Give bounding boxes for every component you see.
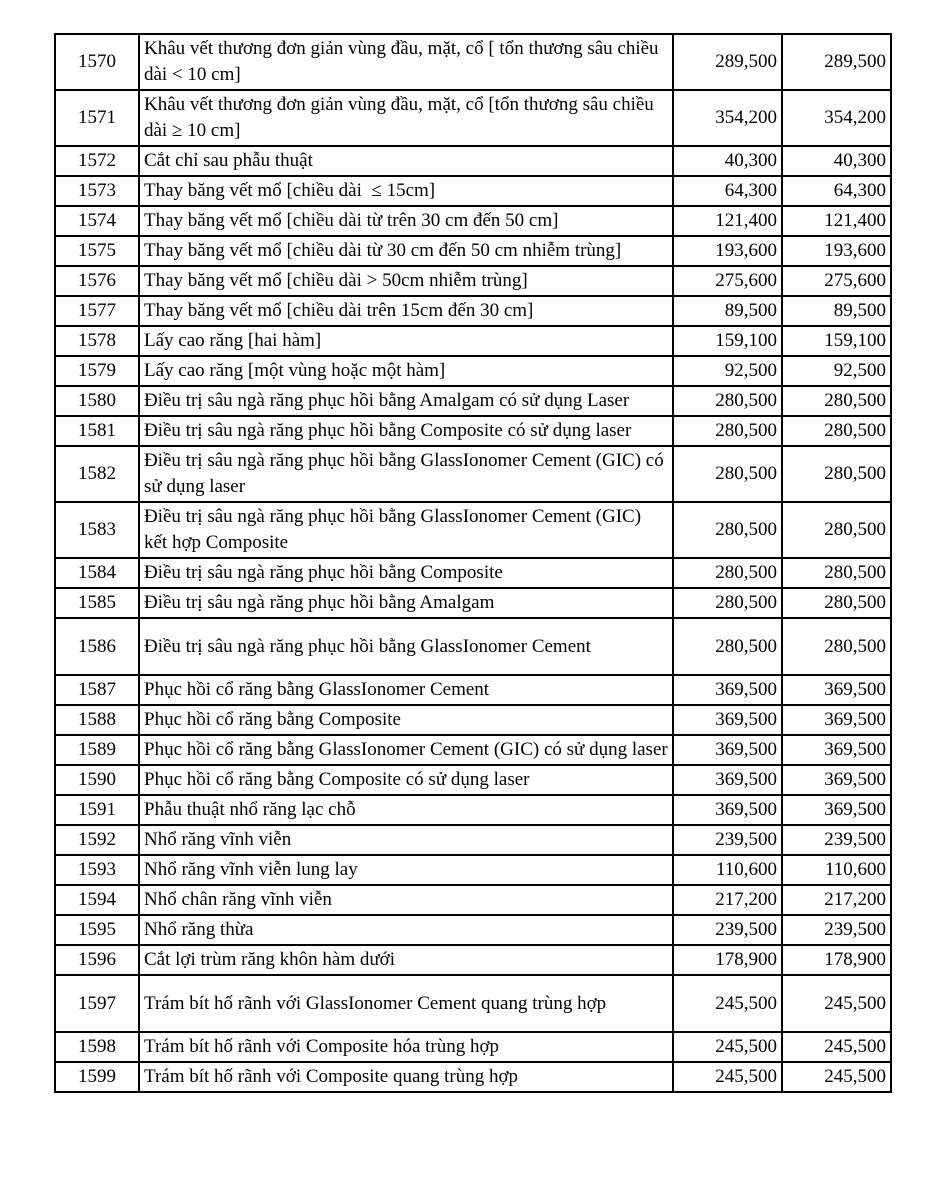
row-price-1: 280,500 (673, 558, 782, 588)
row-price-1: 369,500 (673, 765, 782, 795)
row-id: 1577 (55, 296, 139, 326)
row-price-2: 239,500 (782, 825, 891, 855)
table-row (55, 945, 891, 975)
row-price-1: 369,500 (673, 675, 782, 705)
table-row (55, 326, 891, 356)
row-price-1: 193,600 (673, 236, 782, 266)
row-price-2: 280,500 (782, 502, 891, 558)
row-description: Thay băng vết mổ [chiều dài > 50cm nhiễm trùng] (139, 266, 673, 296)
row-price-2: 217,200 (782, 885, 891, 915)
table-row (55, 675, 891, 705)
row-price-2: 289,500 (782, 34, 891, 90)
row-description: Trám bít hố rãnh với Composite hóa trùng hợp (139, 1032, 673, 1062)
row-price-2: 245,500 (782, 1032, 891, 1062)
table-row (55, 146, 891, 176)
row-price-1: 354,200 (673, 90, 782, 146)
table-row (55, 416, 891, 446)
row-description: Cắt chỉ sau phẫu thuật (139, 146, 673, 176)
row-id: 1596 (55, 945, 139, 975)
row-price-2: 280,500 (782, 416, 891, 446)
row-description: Điều trị sâu ngà răng phục hồi bằng Composite có sử dụng laser (139, 416, 673, 446)
table-row (55, 446, 891, 502)
row-id: 1585 (55, 588, 139, 618)
row-price-1: 369,500 (673, 735, 782, 765)
row-description: Khâu vết thương đơn giản vùng đầu, mặt, cổ [ tổn thương sâu chiều dài < 10 cm] (139, 34, 673, 90)
row-price-1: 89,500 (673, 296, 782, 326)
row-id: 1583 (55, 502, 139, 558)
row-price-2: 193,600 (782, 236, 891, 266)
row-price-2: 121,400 (782, 206, 891, 236)
row-price-1: 280,500 (673, 416, 782, 446)
row-price-1: 289,500 (673, 34, 782, 90)
row-id: 1575 (55, 236, 139, 266)
row-price-1: 110,600 (673, 855, 782, 885)
row-price-2: 159,100 (782, 326, 891, 356)
row-price-1: 64,300 (673, 176, 782, 206)
table-row (55, 855, 891, 885)
row-price-1: 239,500 (673, 915, 782, 945)
row-price-1: 280,500 (673, 386, 782, 416)
row-description: Điều trị sâu ngà răng phục hồi bằng GlassIonomer Cement (GIC) kết hợp Composite (139, 502, 673, 558)
row-price-2: 239,500 (782, 915, 891, 945)
row-price-2: 64,300 (782, 176, 891, 206)
table-row (55, 735, 891, 765)
table-row (55, 90, 891, 146)
table-row (55, 1062, 891, 1092)
table-row (55, 915, 891, 945)
row-id: 1588 (55, 705, 139, 735)
row-price-2: 354,200 (782, 90, 891, 146)
row-price-2: 40,300 (782, 146, 891, 176)
row-id: 1590 (55, 765, 139, 795)
table-row (55, 296, 891, 326)
row-description: Khâu vết thương đơn giản vùng đầu, mặt, cổ [tổn thương sâu chiều dài ≥ 10 cm] (139, 90, 673, 146)
row-description: Điều trị sâu ngà răng phục hồi bằng GlassIonomer Cement (GIC) có sử dụng laser (139, 446, 673, 502)
row-price-1: 245,500 (673, 975, 782, 1032)
row-price-2: 275,600 (782, 266, 891, 296)
row-price-1: 245,500 (673, 1062, 782, 1092)
table-row (55, 34, 891, 90)
row-price-2: 369,500 (782, 675, 891, 705)
row-id: 1574 (55, 206, 139, 236)
row-id: 1591 (55, 795, 139, 825)
row-price-1: 245,500 (673, 1032, 782, 1062)
table-row (55, 975, 891, 1032)
table-row (55, 705, 891, 735)
price-table-body (55, 34, 891, 1092)
row-price-1: 280,500 (673, 502, 782, 558)
row-price-1: 159,100 (673, 326, 782, 356)
row-price-1: 239,500 (673, 825, 782, 855)
row-price-1: 40,300 (673, 146, 782, 176)
row-description: Lấy cao răng [một vùng hoặc một hàm] (139, 356, 673, 386)
row-description: Phục hồi cổ răng bằng Composite có sử dụng laser (139, 765, 673, 795)
table-row (55, 588, 891, 618)
row-description: Nhổ răng thừa (139, 915, 673, 945)
row-description: Trám bít hố rãnh với Composite quang trùng hợp (139, 1062, 673, 1092)
row-description: Phục hồi cổ răng bằng GlassIonomer Cement (139, 675, 673, 705)
row-price-1: 121,400 (673, 206, 782, 236)
table-row (55, 176, 891, 206)
table-row (55, 825, 891, 855)
table-row (55, 236, 891, 266)
row-price-2: 280,500 (782, 588, 891, 618)
row-id: 1594 (55, 885, 139, 915)
row-price-1: 280,500 (673, 588, 782, 618)
row-description: Nhổ răng vĩnh viễn (139, 825, 673, 855)
row-price-2: 245,500 (782, 1062, 891, 1092)
row-id: 1592 (55, 825, 139, 855)
row-id: 1598 (55, 1032, 139, 1062)
row-price-2: 280,500 (782, 386, 891, 416)
table-row (55, 765, 891, 795)
row-price-2: 280,500 (782, 558, 891, 588)
row-price-2: 369,500 (782, 735, 891, 765)
row-id: 1572 (55, 146, 139, 176)
row-price-1: 217,200 (673, 885, 782, 915)
row-description: Điều trị sâu ngà răng phục hồi bằng Amalgam (139, 588, 673, 618)
row-price-2: 89,500 (782, 296, 891, 326)
row-description: Lấy cao răng [hai hàm] (139, 326, 673, 356)
row-id: 1573 (55, 176, 139, 206)
row-id: 1599 (55, 1062, 139, 1092)
row-id: 1589 (55, 735, 139, 765)
table-row (55, 618, 891, 675)
row-id: 1578 (55, 326, 139, 356)
row-id: 1581 (55, 416, 139, 446)
row-price-1: 178,900 (673, 945, 782, 975)
row-id: 1593 (55, 855, 139, 885)
row-price-1: 92,500 (673, 356, 782, 386)
table-row (55, 356, 891, 386)
row-description: Thay băng vết mổ [chiều dài từ 30 cm đến 50 cm nhiễm trùng] (139, 236, 673, 266)
row-description: Thay băng vết mổ [chiều dài từ trên 30 cm đến 50 cm] (139, 206, 673, 236)
row-price-2: 369,500 (782, 765, 891, 795)
row-price-2: 178,900 (782, 945, 891, 975)
row-description: Thay băng vết mổ [chiều dài trên 15cm đến 30 cm] (139, 296, 673, 326)
row-price-1: 275,600 (673, 266, 782, 296)
row-id: 1579 (55, 356, 139, 386)
row-price-1: 369,500 (673, 795, 782, 825)
table-row (55, 386, 891, 416)
row-description: Điều trị sâu ngà răng phục hồi bằng GlassIonomer Cement (139, 618, 673, 675)
row-price-2: 280,500 (782, 618, 891, 675)
table-row (55, 885, 891, 915)
row-description: Phục hồi cổ răng bằng GlassIonomer Cement (GIC) có sử dụng laser (139, 735, 673, 765)
table-row (55, 1032, 891, 1062)
row-price-2: 92,500 (782, 356, 891, 386)
table-row (55, 502, 891, 558)
row-description: Điều trị sâu ngà răng phục hồi bằng Amalgam có sử dụng Laser (139, 386, 673, 416)
row-id: 1580 (55, 386, 139, 416)
table-row (55, 206, 891, 236)
row-price-2: 369,500 (782, 795, 891, 825)
row-price-2: 369,500 (782, 705, 891, 735)
row-price-2: 245,500 (782, 975, 891, 1032)
row-price-1: 280,500 (673, 618, 782, 675)
row-price-2: 110,600 (782, 855, 891, 885)
row-id: 1570 (55, 34, 139, 90)
row-description: Phẫu thuật nhổ răng lạc chỗ (139, 795, 673, 825)
row-description: Phục hồi cổ răng bằng Composite (139, 705, 673, 735)
row-id: 1595 (55, 915, 139, 945)
row-id: 1582 (55, 446, 139, 502)
price-table (54, 33, 892, 1093)
table-row (55, 795, 891, 825)
table-row (55, 558, 891, 588)
row-description: Thay băng vết mổ [chiều dài ≤ 15cm] (139, 176, 673, 206)
row-id: 1576 (55, 266, 139, 296)
row-id: 1571 (55, 90, 139, 146)
row-id: 1584 (55, 558, 139, 588)
row-description: Nhổ chân răng vĩnh viễn (139, 885, 673, 915)
row-description: Điều trị sâu ngà răng phục hồi bằng Composite (139, 558, 673, 588)
table-row (55, 266, 891, 296)
row-description: Trám bít hố rãnh với GlassIonomer Cement quang trùng hợp (139, 975, 673, 1032)
row-price-1: 280,500 (673, 446, 782, 502)
row-id: 1587 (55, 675, 139, 705)
row-description: Cắt lợi trùm răng khôn hàm dưới (139, 945, 673, 975)
row-description: Nhổ răng vĩnh viễn lung lay (139, 855, 673, 885)
row-id: 1597 (55, 975, 139, 1032)
row-price-1: 369,500 (673, 705, 782, 735)
row-price-2: 280,500 (782, 446, 891, 502)
row-id: 1586 (55, 618, 139, 675)
